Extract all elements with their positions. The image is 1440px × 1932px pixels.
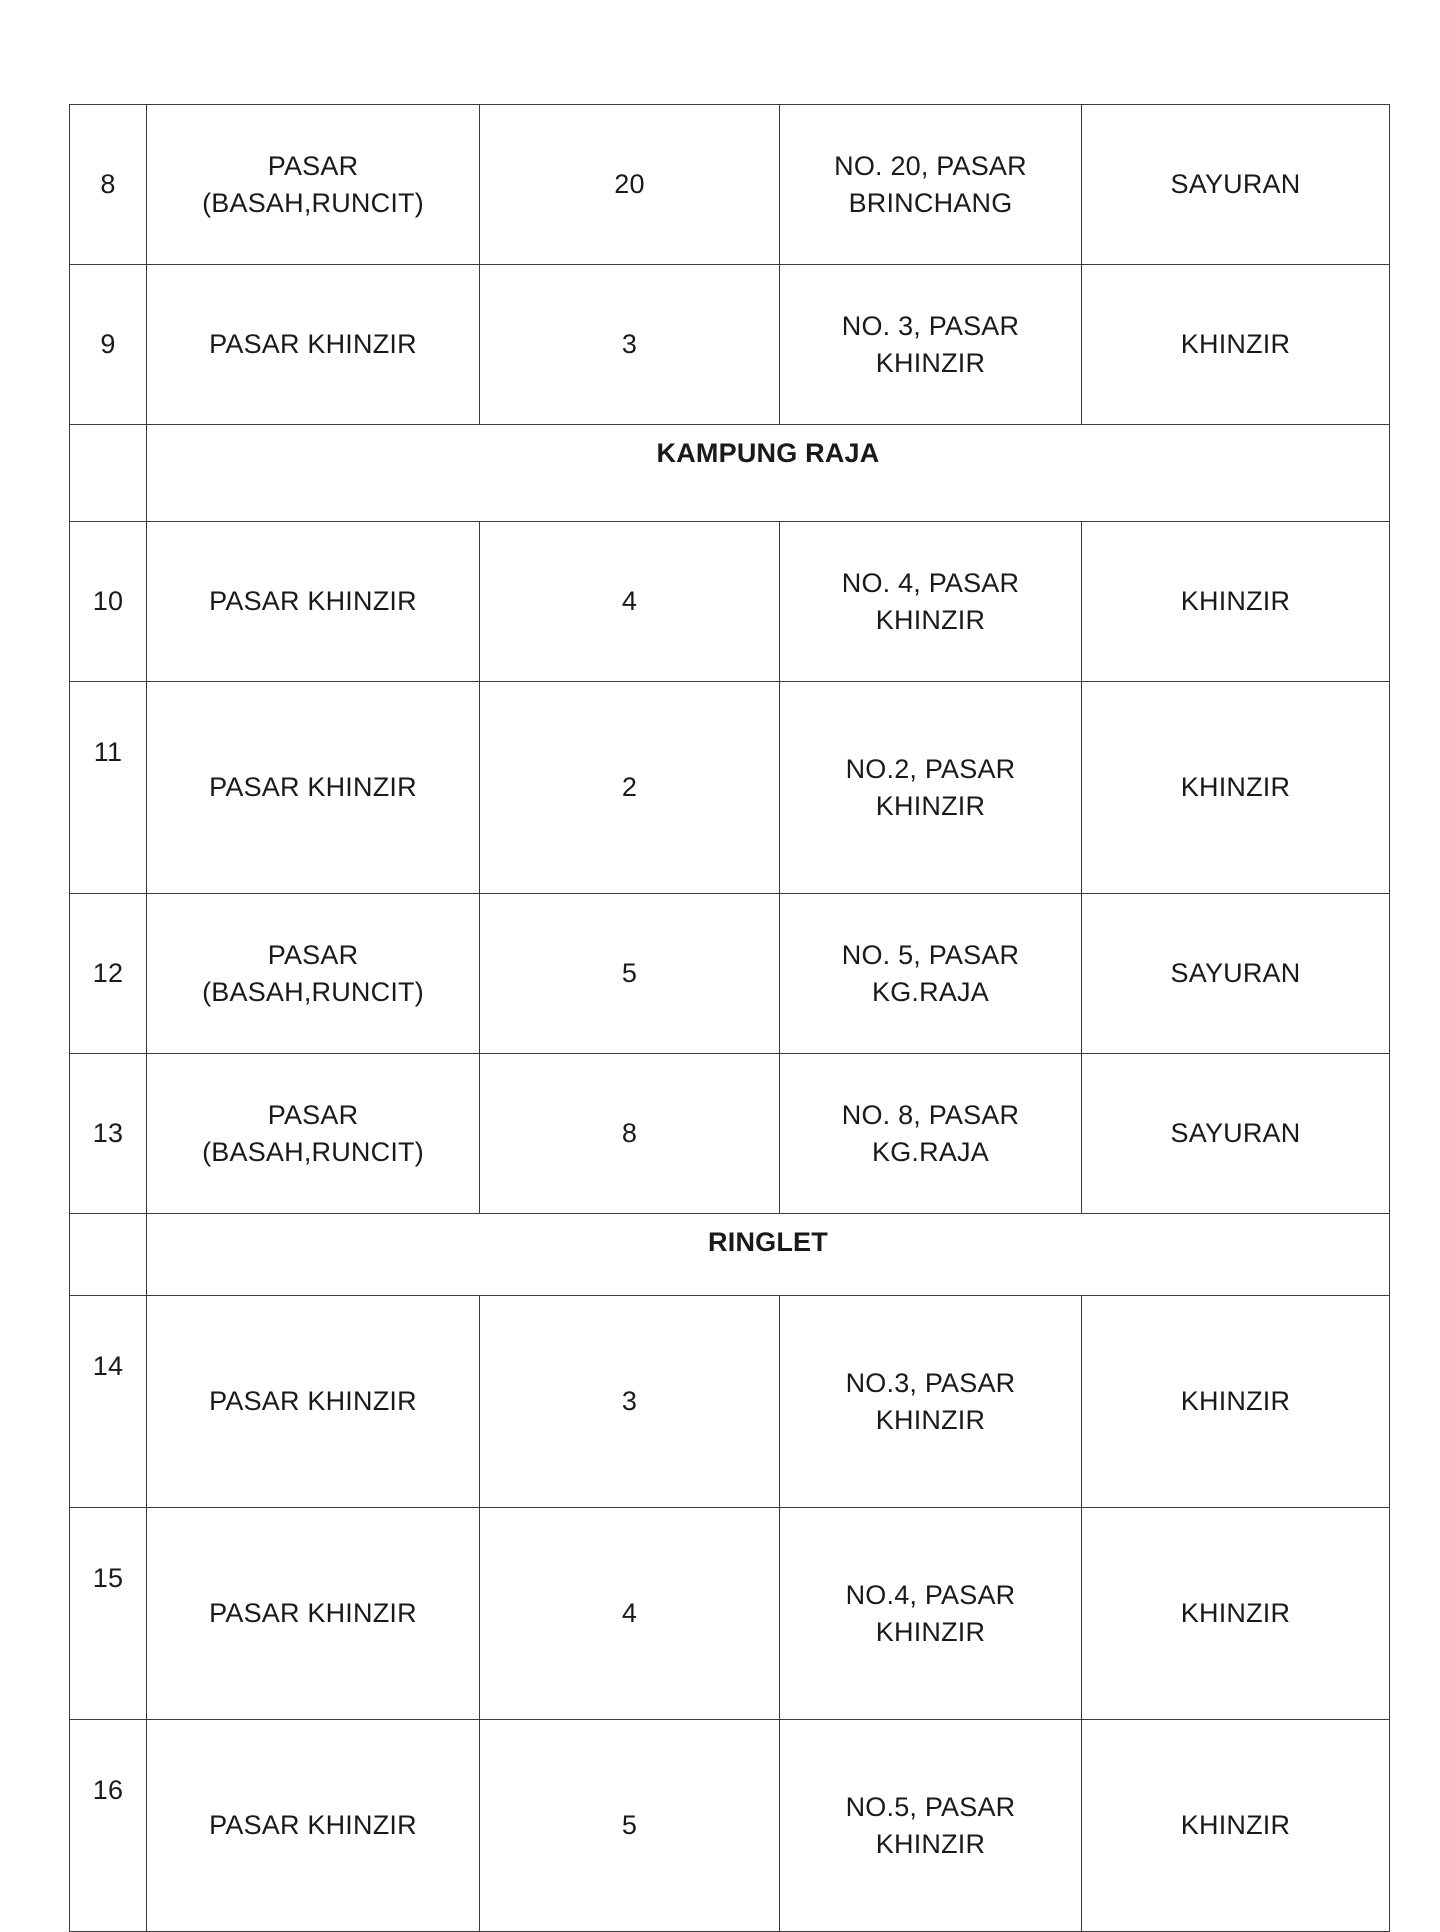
market-type-text: PASAR (BASAH,RUNCIT)	[202, 150, 424, 218]
market-type-cell	[147, 522, 480, 682]
address-text: NO.5, PASAR KHINZIR	[845, 1791, 1016, 1859]
row-number-text: 8	[100, 169, 116, 199]
row-number-text: 15	[92, 1563, 124, 1593]
goods-type-cell	[1082, 1508, 1390, 1720]
address-cell	[780, 894, 1082, 1054]
stall-count-cell	[480, 105, 780, 265]
row-number-text: 14	[92, 1351, 124, 1381]
row-number-cell	[70, 682, 147, 894]
stall-count-cell	[480, 1054, 780, 1214]
table-row	[70, 1296, 1390, 1508]
address-cell	[780, 265, 1082, 425]
address-text: NO. 3, PASAR KHINZIR	[841, 310, 1020, 378]
row-number-cell	[70, 1720, 147, 1932]
row-number-text: 12	[92, 958, 124, 988]
table-row	[70, 265, 1390, 425]
address-cell	[780, 105, 1082, 265]
section-empty-cell	[70, 425, 147, 522]
address-text: NO. 5, PASAR KG.RAJA	[841, 939, 1020, 1007]
address-text: NO. 8, PASAR KG.RAJA	[841, 1099, 1020, 1167]
stall-count-text: 3	[621, 329, 638, 359]
table-row	[70, 1054, 1390, 1214]
row-number-cell	[70, 522, 147, 682]
section-title: RINGLET	[147, 1214, 1390, 1296]
market-type-cell	[147, 894, 480, 1054]
market-type-text: PASAR (BASAH,RUNCIT)	[202, 1099, 424, 1167]
row-number-text: 13	[92, 1118, 124, 1148]
address-cell	[780, 522, 1082, 682]
goods-type-cell	[1082, 1720, 1390, 1932]
stall-count-cell	[480, 1508, 780, 1720]
stall-count-text: 4	[621, 586, 638, 616]
stall-count-cell	[480, 894, 780, 1054]
stall-count-cell	[480, 682, 780, 894]
section-header-row	[70, 425, 1390, 522]
market-type-text: PASAR (BASAH,RUNCIT)	[202, 939, 424, 1007]
market-type-cell	[147, 1720, 480, 1932]
address-cell	[780, 1508, 1082, 1720]
goods-type-text: KHINZIR	[1180, 1386, 1291, 1416]
row-number-cell	[70, 1054, 147, 1214]
goods-type-cell	[1082, 105, 1390, 265]
goods-type-cell	[1082, 894, 1390, 1054]
market-type-cell	[147, 265, 480, 425]
goods-type-cell	[1082, 1054, 1390, 1214]
row-number-cell	[70, 265, 147, 425]
address-cell	[780, 1720, 1082, 1932]
table-row	[70, 522, 1390, 682]
goods-type-cell	[1082, 522, 1390, 682]
row-number-text: 10	[92, 586, 124, 616]
goods-type-cell	[1082, 1296, 1390, 1508]
section-title: KAMPUNG RAJA	[147, 425, 1390, 522]
row-number-cell	[70, 894, 147, 1054]
market-type-cell	[147, 1054, 480, 1214]
table-row	[70, 682, 1390, 894]
market-type-text: PASAR KHINZIR	[209, 1810, 417, 1840]
goods-type-text: KHINZIR	[1180, 586, 1291, 616]
row-number-cell	[70, 105, 147, 265]
address-cell	[780, 1296, 1082, 1508]
stall-count-cell	[480, 265, 780, 425]
goods-type-text: KHINZIR	[1180, 772, 1291, 802]
market-type-text: PASAR KHINZIR	[209, 772, 417, 802]
row-number-cell	[70, 1508, 147, 1720]
goods-type-text: KHINZIR	[1180, 329, 1291, 359]
stall-count-cell	[480, 1720, 780, 1932]
goods-type-cell	[1082, 265, 1390, 425]
goods-type-text: KHINZIR	[1180, 1810, 1291, 1840]
section-header-row	[70, 1214, 1390, 1296]
section-empty-cell	[70, 1214, 147, 1296]
table-row	[70, 894, 1390, 1054]
market-type-cell	[147, 1296, 480, 1508]
stall-count-text: 20	[614, 169, 645, 199]
goods-type-text: SAYURAN	[1170, 169, 1301, 199]
market-type-text: PASAR KHINZIR	[209, 1386, 417, 1416]
market-type-cell	[147, 682, 480, 894]
stall-count-text: 2	[621, 772, 638, 802]
market-type-cell	[147, 105, 480, 265]
stall-count-cell	[480, 1296, 780, 1508]
goods-type-text: SAYURAN	[1170, 1118, 1301, 1148]
row-number-cell	[70, 1296, 147, 1508]
stall-count-text: 5	[621, 958, 638, 988]
stall-count-cell	[480, 522, 780, 682]
table-row	[70, 1720, 1390, 1932]
address-text: NO. 4, PASAR KHINZIR	[841, 567, 1020, 635]
market-type-text: PASAR KHINZIR	[209, 1598, 417, 1628]
market-type-text: PASAR KHINZIR	[209, 586, 417, 616]
stall-count-text: 8	[621, 1118, 638, 1148]
stall-table-body	[70, 105, 1390, 1932]
stall-count-text: 5	[621, 1810, 638, 1840]
stall-table	[69, 104, 1390, 1932]
goods-type-cell	[1082, 682, 1390, 894]
market-type-cell	[147, 1508, 480, 1720]
stall-count-text: 4	[621, 1598, 638, 1628]
row-number-text: 11	[93, 737, 123, 767]
address-text: NO. 20, PASAR BRINCHANG	[834, 150, 1027, 218]
address-cell	[780, 682, 1082, 894]
address-text: NO.2, PASAR KHINZIR	[845, 753, 1016, 821]
address-text: NO.4, PASAR KHINZIR	[845, 1579, 1016, 1647]
address-text: NO.3, PASAR KHINZIR	[845, 1367, 1016, 1435]
goods-type-text: KHINZIR	[1180, 1598, 1291, 1628]
row-number-text: 9	[100, 329, 116, 359]
table-row	[70, 1508, 1390, 1720]
address-cell	[780, 1054, 1082, 1214]
table-row	[70, 105, 1390, 265]
stall-count-text: 3	[621, 1386, 638, 1416]
goods-type-text: SAYURAN	[1170, 958, 1301, 988]
row-number-text: 16	[92, 1775, 124, 1805]
market-type-text: PASAR KHINZIR	[209, 329, 417, 359]
